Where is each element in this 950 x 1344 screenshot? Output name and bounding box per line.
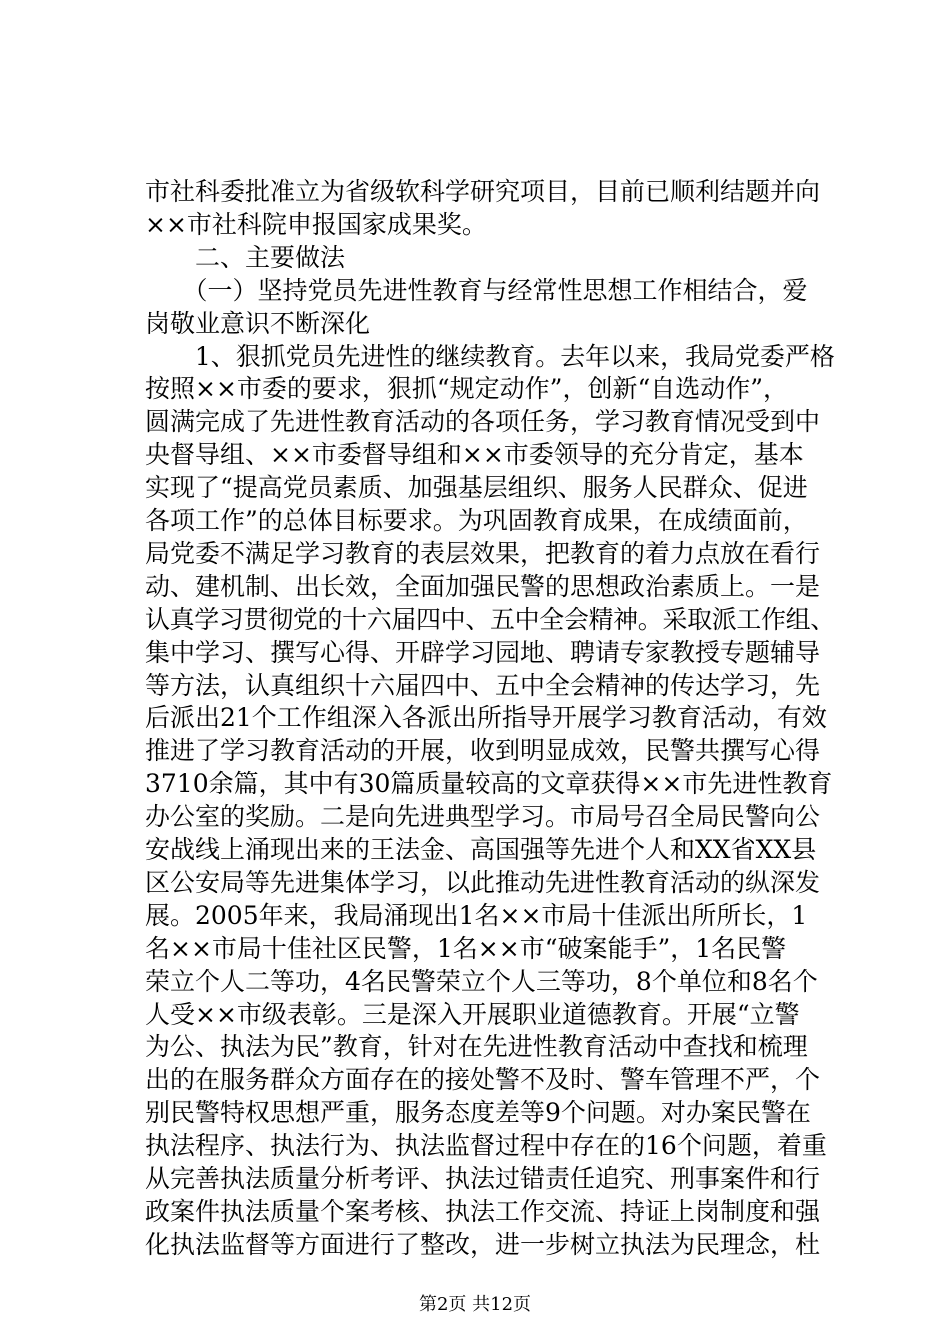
text-line: 各项工作”的总体目标要求。为巩固教育成果，在成绩面前， bbox=[145, 506, 808, 535]
text-line: 展。2005年来，我局涌现出1名××市局十佳派出所所长，1 bbox=[145, 900, 808, 930]
text-line: 1、狠抓党员先进性的继续教育。去年以来，我局党委严格 bbox=[145, 341, 835, 371]
text-line: 出的在服务群众方面存在的接处警不及时、警车管理不严，个 bbox=[145, 1065, 821, 1095]
text-line: 局党委不满足学习教育的表层效果，把教育的着力点放在看行 bbox=[145, 538, 821, 568]
text-line: 动、建机制、出长效，全面加强民警的思想政治素质上。一是 bbox=[145, 571, 821, 601]
text-line: 从完善执法质量分析考评、执法过错责任追究、刑事案件和行 bbox=[145, 1164, 821, 1193]
text-line: 化执法监督等方面进行了整改，进一步树立执法为民理念，杜 bbox=[145, 1229, 821, 1259]
text-line: 推进了学习教育活动的开展，收到明显成效，民警共撰写心得 bbox=[145, 736, 821, 766]
text-line: 后派出21个工作组深入各派出所指导开展学习教育活动，有效 bbox=[145, 703, 827, 733]
text-line: 安战线上涌现出来的王法金、高国强等先进个人和XX省XX县 bbox=[145, 835, 817, 864]
text-line: 政案件执法质量个案考核、执法工作交流、持证上岗制度和强 bbox=[145, 1196, 821, 1226]
text-line: 等方法，认真组织十六届四中、五中全会精神的传达学习，先 bbox=[145, 670, 821, 700]
text-line: 办公室的奖励。二是向先进典型学习。市局号召全局民警向公 bbox=[145, 802, 821, 832]
text-line: 认真学习贯彻党的十六届四中、五中全会精神。采取派工作组、 bbox=[145, 604, 835, 634]
text-line: 实现了“提高党员素质、加强基层组织、服务人民群众、促进 bbox=[145, 473, 808, 503]
text-line: 岗敬业意识不断深化 bbox=[145, 308, 371, 338]
text-line: ××市社科院申报国家成果奖。 bbox=[145, 209, 487, 239]
text-line: 3710余篇，其中有30篇质量较高的文章获得××市先进性教育 bbox=[145, 769, 833, 799]
page-footer: 第2页 共12页 bbox=[418, 1294, 532, 1315]
text-line: 区公安局等先进集体学习，以此推动先进性教育活动的纵深发 bbox=[145, 867, 821, 897]
text-line: 二、主要做法 bbox=[145, 242, 346, 272]
text-line: 按照××市委的要求，狠抓“规定动作”，创新“自选动作”， bbox=[145, 374, 789, 404]
text-line: 执法程序、执法行为、执法监督过程中存在的16个问题，着重 bbox=[145, 1131, 827, 1161]
text-line: 市社科委批准立为省级软科学研究项目，目前已顺利结题并向 bbox=[145, 177, 821, 206]
text-line: 央督导组、××市委督导组和××市委领导的充分肯定，基本 bbox=[145, 440, 804, 470]
text-line: 集中学习、撰写心得、开辟学习园地、聘请专家教授专题辅导 bbox=[145, 637, 821, 667]
text-line: 为公、执法为民”教育，针对在先进性教育活动中查找和梳理 bbox=[145, 1032, 808, 1062]
text-line: 荣立个人二等功，4名民警荣立个人三等功，8个单位和8名个 bbox=[145, 966, 818, 996]
text-line: （一）坚持党员先进性教育与经常性思想工作相结合，爱 bbox=[145, 275, 808, 305]
text-line: 圆满完成了先进性教育活动的各项任务，学习教育情况受到中 bbox=[145, 407, 821, 437]
text-line: 人受××市级表彰。三是深入开展职业道德教育。开展“立警 bbox=[145, 999, 800, 1029]
text-line: 名××市局十佳社区民警，1名××市“破案能手”，1名民警 bbox=[145, 933, 787, 963]
text-line: 别民警特权思想严重，服务态度差等9个问题。对办案民警在 bbox=[145, 1098, 811, 1128]
